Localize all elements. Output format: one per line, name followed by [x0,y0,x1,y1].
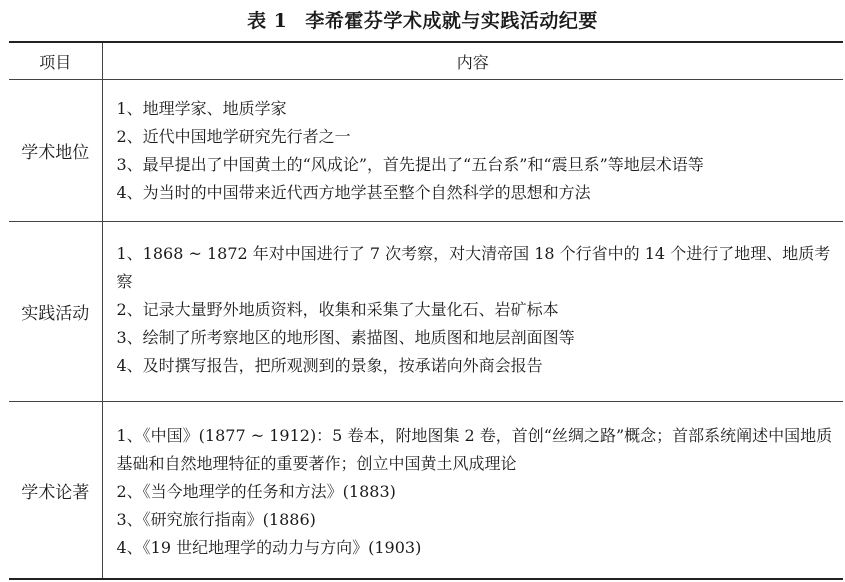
content-line: 2、《当今地理学的任务和方法》(1883) [116,482,396,501]
row-content-academic-status [102,80,843,222]
table-row-academic-status [9,80,843,222]
content-line: 1、地理学家、地质学家 [116,99,287,118]
table-row-academic-works [9,402,843,580]
table-number: 表 1 [247,10,288,32]
content-line: 4、《19 世纪地理学的动力与方向》(1903) [116,538,422,557]
content-line: 1、《中国》(1877 ~ 1912)：5 卷本，附地图集 2 卷，首创“丝绸之路”概念；首部系统阐述中国地质基础和自然地理特征的重要著作；创立中国黄土风成理论 [116,426,833,473]
achievements-table [9,41,843,580]
content-line: 4、及时撰写报告，把所观测到的景象，按承诺向外商会报告 [116,356,543,375]
row-content-academic-works [102,402,843,580]
table-row-practice-activities [9,222,843,402]
content-line: 1、1868 ~ 1872 年对中国进行了 7 次考察，对大清帝国 18 个行省中的 14 个进行了地理、地质考察 [116,244,831,291]
header-item: 项目 [9,42,102,80]
row-label-practice-activities: 实践活动 [9,222,102,402]
table-header-row [9,42,843,80]
content-line: 4、为当时的中国带来近代西方地学甚至整个自然科学的思想和方法 [116,183,591,202]
row-content-practice-activities [102,222,843,402]
content-line: 3、《研究旅行指南》(1886) [116,510,316,529]
content-line: 2、记录大量野外地质资料，收集和采集了大量化石、岩矿标本 [116,300,559,319]
row-label-academic-works: 学术论著 [9,402,102,580]
table-title: 李希霍芬学术成就与实践活动纪要 [305,10,598,32]
table-caption [0,6,845,33]
content-line: 3、绘制了所考察地区的地形图、素描图、地质图和地层剖面图等 [116,328,575,347]
content-line: 2、近代中国地学研究先行者之一 [116,127,351,146]
header-content: 内容 [102,42,843,80]
row-label-academic-status: 学术地位 [9,80,102,222]
content-line: 3、最早提出了中国黄土的“风成论”，首先提出了“五台系”和“震旦系”等地层术语等 [116,155,704,174]
